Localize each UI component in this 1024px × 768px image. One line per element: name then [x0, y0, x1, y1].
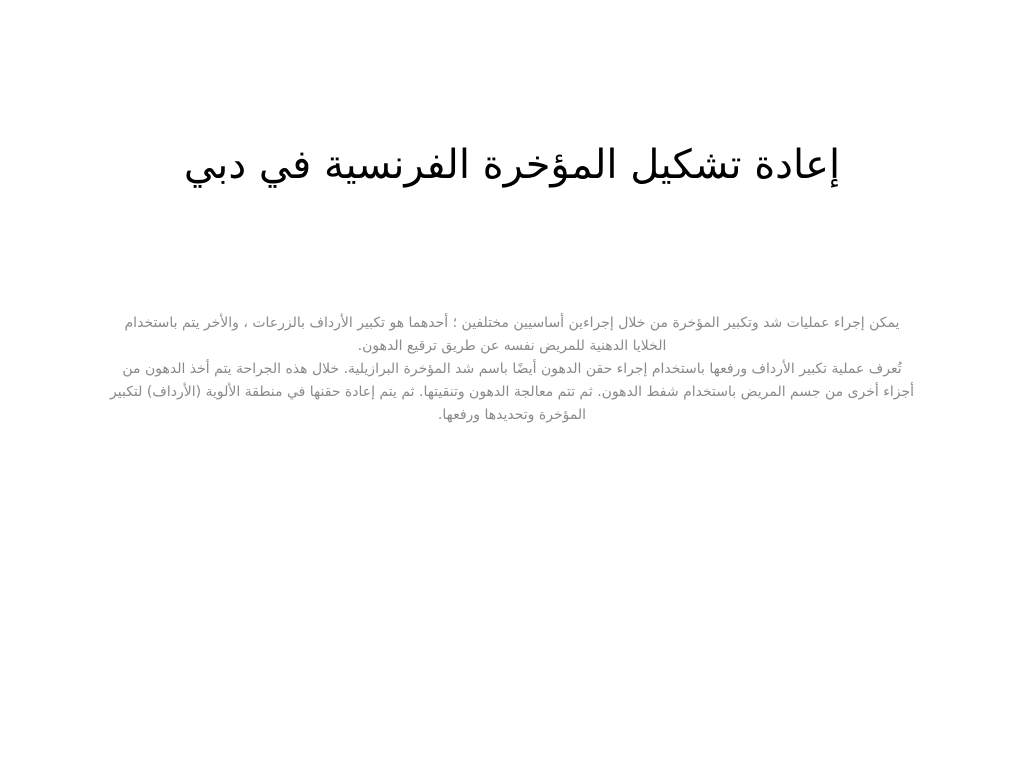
slide-body — [110, 312, 914, 427]
paragraph-1: يمكن إجراء عمليات شد وتكبير المؤخرة من خلال إجراءين أساسيين مختلفين ؛ أحدهما هو تكبير الأرداف بالزرعات ، والأخر يتم باستخدام الخلايا الدهنية للمريض نفسه عن طريق ترقيع الدهون. — [124, 315, 900, 354]
slide-title: إعادة تشكيل المؤخرة الفرنسية في دبي — [183, 142, 841, 188]
paragraph-2: تُعرف عملية تكبير الأرداف ورفعها باستخدام إجراء حقن الدهون أيضًا باسم شد المؤخرة البرازيلية. خلال هذه الجراحة يتم أخذ الدهون من أجزاء أخرى من جسم المريض باستخدام شفط الدهون. ثم تتم معالجة الدهون وتنقيتها. ثم يتم إعادة حقنها في منطقة الألوية (الأرداف) لتكبير المؤخرة وتحديدها ورفعها. — [110, 361, 914, 423]
